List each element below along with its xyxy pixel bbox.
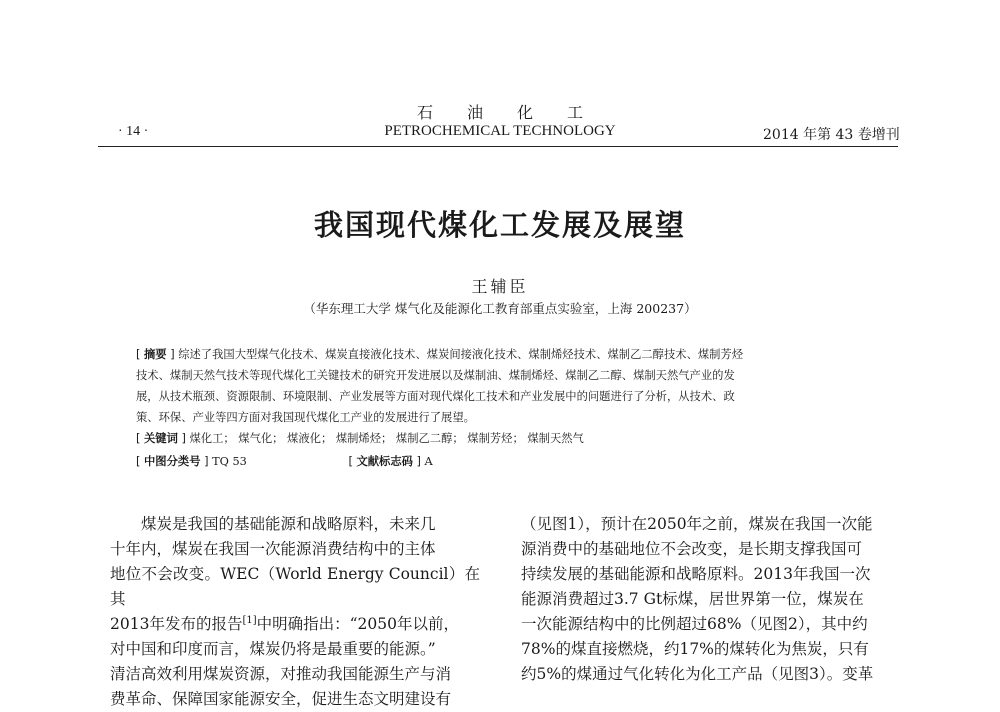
keywords [136,428,866,449]
keywords-text: 煤化工； 煤气化； 煤液化； 煤制烯烃； 煤制乙二醇； 煤制芳烃； 煤制天然气 [189,432,584,445]
body-line: 2013年发布的报告[1]中明确指出：“2050年以前， [110,614,459,633]
body-line: 约5%的煤通过气化转化为化工产品（见图3）。变革 [521,665,874,683]
body-line: 一次能源结构中的比例超过68%（见图2），其中约 [521,615,868,633]
author-name: 王辅臣 [471,277,529,296]
clc-label: [ 中图分类号 ] [136,455,209,468]
body-line: 十年内，煤炭在我国一次能源消费结构中的主体 [110,540,436,558]
body-right-column [521,512,891,687]
abstract-line: 展，从技术瓶颈、资源限制、环境限制、产业发展等方面对现代煤化工技术和产业发展中的问题进行了分析，从技术、政 [136,390,735,403]
body-line: 费革命、保障国家能源安全，促进生态文明建设有 [110,690,452,708]
doc-code-value: A [424,455,433,468]
body-left-column [110,512,480,712]
body-line: 地位不会改变。WEC（World Energy Council）在其 [110,565,480,608]
abstract [136,344,866,428]
abstract-line: 策、环保、产业等四方面对我国现代煤化工产业的发展进行了展望。 [136,411,475,424]
body-line: 能源消费超过3.7 Gt标煤，居世界第一位，煤炭在 [521,590,864,608]
citation-ref[interactable]: [1] [242,614,257,626]
clc-value: TQ 53 [212,455,247,468]
classification-row [136,451,866,472]
journal-name-cn: 石油化工 [416,103,617,122]
page-number: · 14 · [118,124,149,139]
body-line: 清洁高效利用煤炭资源，对推动我国能源生产与消 [110,665,452,683]
abstract-label: [ 摘要 ] [136,348,175,361]
body-line: 对中国和印度而言，煤炭仍将是最重要的能源。” [110,640,436,658]
doc-code-label: [ 文献标志码 ] [348,455,421,468]
abstract-line: [ 摘要 ] 综述了我国大型煤气化技术、煤炭直接液化技术、煤炭间接液化技术、煤制烯烃技术、煤制乙二醇技术、煤制芳烃 [136,348,744,361]
article-title: 我国现代煤化工发展及展望 [313,208,686,242]
issue-info: 2014 年第 43 卷增刊 [763,127,900,143]
body-line: （见图1），预计在2050年之前，煤炭在我国一次能 [521,515,873,533]
body-line: 持续发展的基础能源和战略原料。2013年我国一次 [521,565,871,583]
journal-name-en: PETROCHEMICAL TECHNOLOGY [384,123,616,139]
abstract-line: 技术、煤制天然气技术等现代煤化工关键技术的研究开发进展以及煤制油、煤制烯烃、煤制乙二醇、煤制天然气产业的发 [136,369,735,382]
body-line: 煤炭是我国的基础能源和战略原料，未来几 [141,515,436,533]
header-rule [98,146,898,147]
keywords-label: [ 关键词 ] [136,432,186,445]
author-affiliation: （华东理工大学 煤气化及能源化工教育部重点实验室，上海 200237） [303,301,697,316]
body-line: 源消费中的基础地位不会改变，是长期支撑我国可 [521,540,863,558]
body-line: 78%的煤直接燃烧，约17%的煤转化为焦炭，只有 [521,640,869,658]
